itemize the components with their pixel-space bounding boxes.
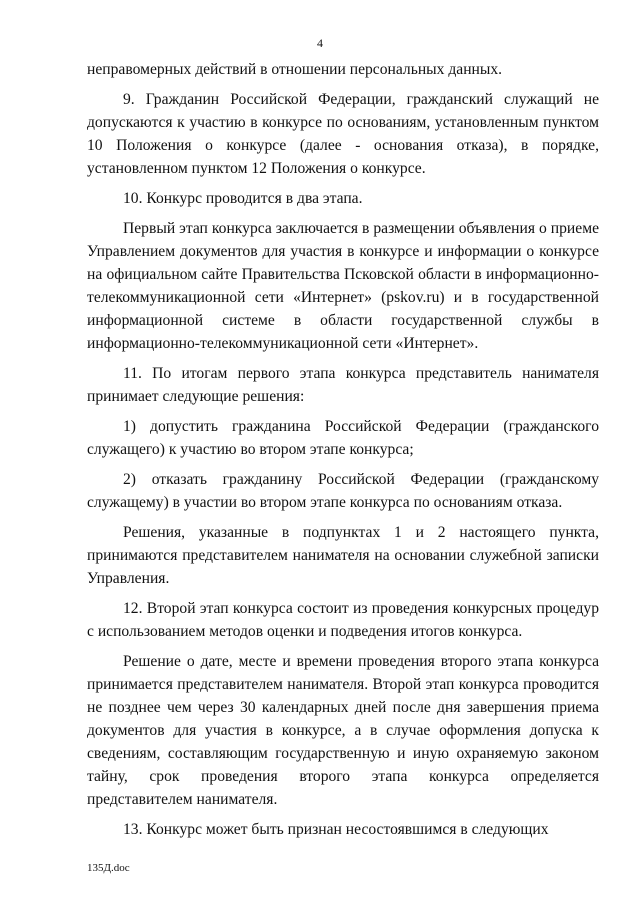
paragraph: 1) допустить гражданина Российской Федерации (гражданского служащего) к участию во втором этапе конкурса;: [87, 418, 599, 458]
paragraph: неправомерных действий в отношении персональных данных.: [87, 61, 503, 78]
paragraph: 13. Конкурс может быть признан несостоявшимся в следующих: [123, 821, 549, 838]
footer-filename: 135Д.doc: [87, 862, 130, 874]
page-number: 4: [317, 36, 323, 50]
document-body: [87, 58, 599, 848]
paragraph: Решение о дате, месте и времени проведения второго этапа конкурса принимается представителем нанимателя. Второй этап конкурса проводится не позднее чем через 30 календарных дней после дня завершения приема документов для участия в конкурсе, а в случае оформления допуска к сведениям, составляющим государственную и иную охраняемую законом тайну, срок проведения второго этапа конкурса определяется представителем нанимателя.: [87, 653, 599, 808]
paragraph: 11. По итогам первого этапа конкурса представитель нанимателя принимает следующие решения:: [87, 365, 599, 405]
paragraph: Решения, указанные в подпунктах 1 и 2 настоящего пункта, принимаются представителем нанимателя на основании служебной записки Управления.: [87, 524, 599, 587]
paragraph: Первый этап конкурса заключается в размещении объявления о приеме Управлением документов для участия в конкурсе и информации о конкурсе на официальном сайте Правительства Псковской области в информационно-телекоммуникационной сети «Интернет» (pskov.ru) и в государственной информационной системе в области государственной службы в информационно-телекоммуникационной сети «Интернет».: [87, 220, 599, 352]
paragraph: 10. Конкурс проводится в два этапа.: [123, 190, 363, 207]
paragraph: 9. Гражданин Российской Федерации, гражданский служащий не допускаются к участию в конкурсе по основаниям, установленным пунктом 10 Положения о конкурсе (далее - основания отказа), в порядке, установленном пунктом 12 Положения о конкурсе.: [87, 91, 599, 177]
paragraph: 12. Второй этап конкурса состоит из проведения конкурсных процедур с использованием методов оценки и подведения итогов конкурса.: [87, 600, 599, 640]
paragraph: 2) отказать гражданину Российской Федерации (гражданскому служащему) в участии во втором этапе конкурса по основаниям отказа.: [87, 471, 599, 511]
